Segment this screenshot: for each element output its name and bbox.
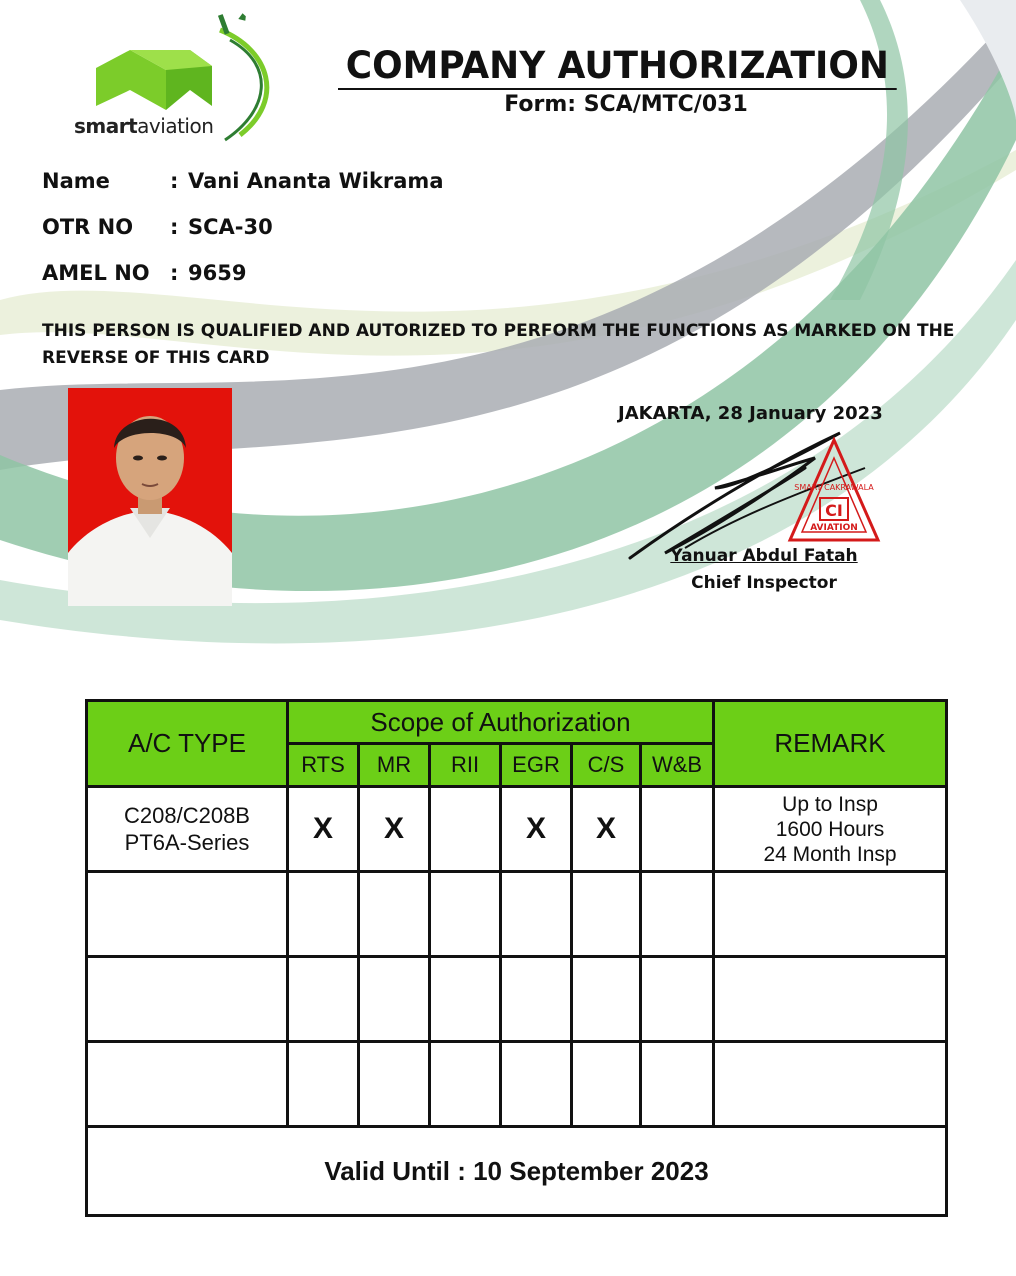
remark-cell bbox=[714, 787, 947, 872]
table-row-empty bbox=[87, 957, 947, 1042]
header-rts: RTS bbox=[288, 744, 359, 787]
remark-line: 24 Month Insp bbox=[763, 842, 897, 866]
mark-rii bbox=[430, 787, 501, 872]
header-cs: C/S bbox=[572, 744, 641, 787]
table-row-empty bbox=[87, 1042, 947, 1127]
header-remark: REMARK bbox=[714, 701, 947, 787]
inspector-stamp bbox=[786, 436, 882, 546]
remark-line: 1600 Hours bbox=[775, 817, 885, 841]
name-value: Vani Ananta Wikrama bbox=[188, 169, 444, 193]
amel-value: 9659 bbox=[188, 261, 247, 285]
mark-egr: X bbox=[501, 787, 572, 872]
ac-type-cell bbox=[87, 787, 288, 872]
table-row-empty bbox=[87, 872, 947, 957]
table-row bbox=[87, 787, 947, 872]
colon: : bbox=[170, 215, 179, 239]
stamp-bottom-text: AVIATION bbox=[810, 523, 858, 533]
logo-wordmark: smartaviation bbox=[74, 114, 214, 138]
stamp-top-text: SMART CAKRAWALA bbox=[794, 483, 874, 492]
valid-until: Valid Until : 10 September 2023 bbox=[87, 1127, 947, 1216]
stamp-center-text: CI bbox=[825, 501, 843, 520]
ac-type-line: PT6A-Series bbox=[124, 830, 250, 855]
otr-label: OTR NO bbox=[42, 215, 134, 239]
signer-name: Yanuar Abdul Fatah bbox=[670, 546, 858, 566]
header-rii: RII bbox=[430, 744, 501, 787]
qualification-statement: THIS PERSON IS QUALIFIED AND AUTORIZED TO PERFORM THE FUNCTIONS AS MARKED ON THE REVERSE OF THIS CARD bbox=[42, 321, 955, 368]
form-number: Form: SCA/MTC/031 bbox=[504, 92, 748, 117]
colon: : bbox=[170, 169, 179, 193]
amel-label: AMEL NO bbox=[42, 261, 150, 285]
colon: : bbox=[170, 261, 179, 285]
place-date: JAKARTA, 28 January 2023 bbox=[618, 403, 883, 424]
header-ac-type: A/C TYPE bbox=[87, 701, 288, 787]
otr-field bbox=[42, 215, 273, 239]
authorization-table bbox=[85, 699, 948, 1217]
ac-type-line: C208/C208B bbox=[124, 803, 250, 828]
header-egr: EGR bbox=[501, 744, 572, 787]
mark-cs: X bbox=[572, 787, 641, 872]
remark-line: Up to Insp bbox=[782, 792, 878, 816]
mark-wb bbox=[641, 787, 714, 872]
header-mr: MR bbox=[359, 744, 430, 787]
mark-mr: X bbox=[359, 787, 430, 872]
name-field bbox=[42, 169, 444, 193]
mark-rts: X bbox=[288, 787, 359, 872]
portrait-photo bbox=[68, 388, 232, 606]
name-label: Name bbox=[42, 169, 110, 193]
header-scope: Scope of Authorization bbox=[288, 701, 714, 744]
signer-title: Chief Inspector bbox=[691, 573, 837, 593]
amel-field bbox=[42, 261, 246, 285]
otr-value: SCA-30 bbox=[188, 215, 273, 239]
header-wb: W&B bbox=[641, 744, 714, 787]
page-title: COMPANY AUTHORIZATION bbox=[338, 44, 897, 90]
